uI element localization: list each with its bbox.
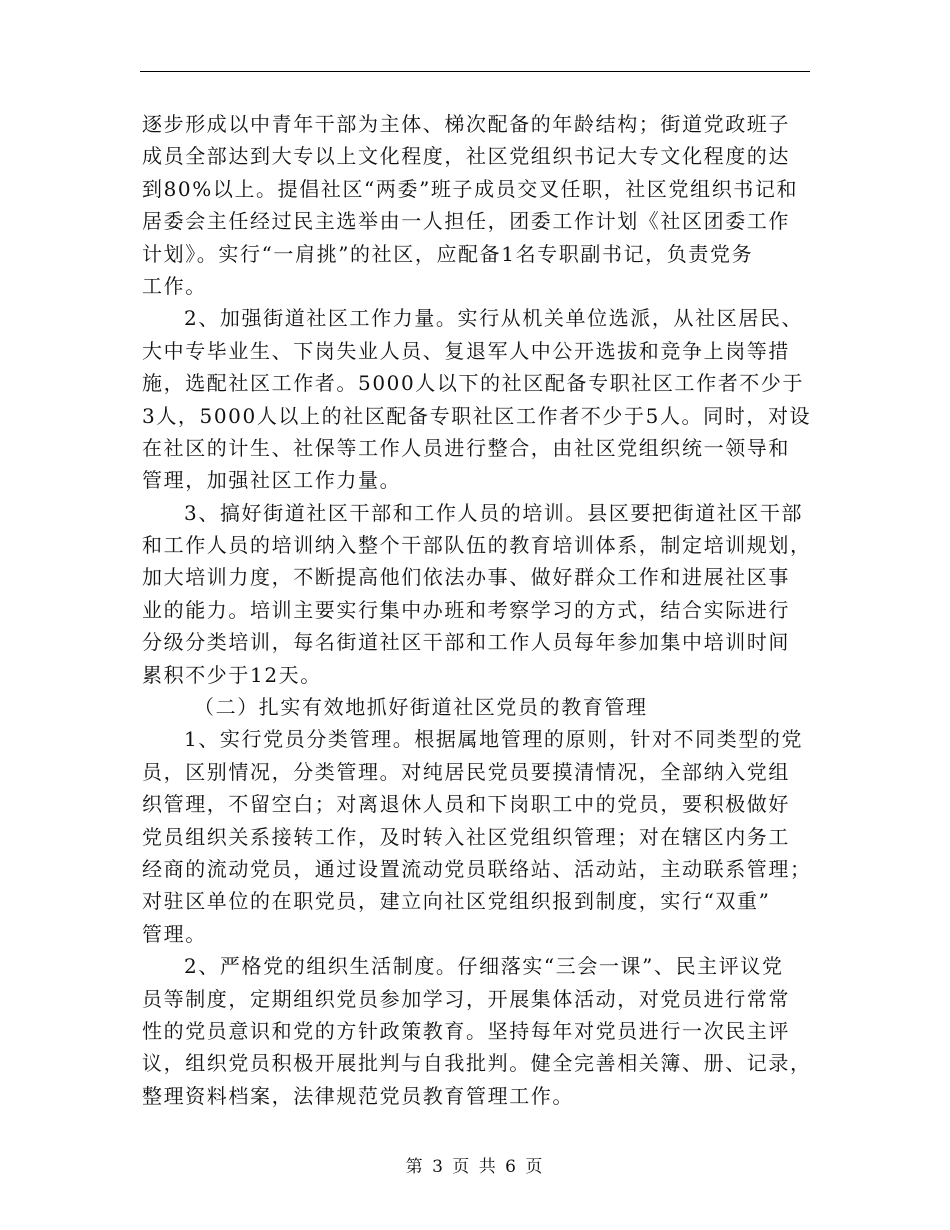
- text-line: 经商的流动党员，通过设置流动党员联络站、活动站，主动联系管理；: [142, 856, 812, 881]
- document-body: [142, 108, 812, 1112]
- text-line: 逐步形成以中青年干部为主体、梯次配备的年龄结构；街道党政班子: [142, 112, 790, 136]
- text-line: 2、加强街道社区工作力量。实行从机关单位选派，从社区居民、: [184, 306, 804, 331]
- text-line: 工作。: [142, 273, 207, 298]
- text-line: 织管理，不留空白；对离退休人员和下岗职工中的党员，要积极做好: [142, 792, 790, 817]
- header-rule: [140, 71, 810, 72]
- text-line: 业的能力。培训主要实行集中办班和考察学习的方式，结合实际进行: [142, 597, 790, 622]
- text-line: 整理资料档案，法律规范党员教育管理工作。: [142, 1083, 574, 1108]
- text-line: 管理，加强社区工作力量。: [142, 468, 402, 493]
- text-line: 大中专毕业生、下岗失业人员、复退军人中公开选拔和竞争上岗等措: [142, 338, 790, 363]
- text-line: 和工作人员的培训纳入整个干部队伍的教育培训体系，制定培训规划，: [142, 533, 812, 558]
- text-line: 居委会主任经过民主选举由一人担任，团委工作计划《社区团委工作: [142, 209, 790, 234]
- text-line: 员，区别情况，分类管理。对纯居民党员要摸清情况，全部纳入党组: [142, 759, 790, 784]
- section-heading: （二）扎实有效地抓好街道社区党员的教育管理: [194, 695, 648, 720]
- text-line: 成员全部达到大专以上文化程度，社区党组织书记大专文化程度的达: [142, 144, 790, 169]
- text-line: 在社区的计生、社保等工作人员进行整合，由社区党组织统一领导和: [142, 435, 790, 460]
- text-line: 1、实行党员分类管理。根据属地管理的原则，针对不同类型的党: [184, 727, 804, 752]
- text-line: 议，组织党员积极开展批判与自我批判。健全完善相关簿、册、记录，: [142, 1051, 812, 1076]
- text-line: 加大培训力度，不断提高他们依法办事、做好群众工作和进展社区事: [142, 565, 790, 590]
- text-line: 分级分类培训，每名街道社区干部和工作人员每年参加集中培训时间: [142, 630, 790, 655]
- text-line: 性的党员意识和党的方针政策教育。坚持每年对党员进行一次民主评: [142, 1018, 790, 1043]
- text-line: 到80%以上。提倡社区“两委”班子成员交叉任职，社区党组织书记和: [142, 176, 799, 201]
- text-line: 3人，5000人以上的社区配备专职社区工作者不少于5人。同时，对设: [142, 403, 812, 428]
- text-line: 累积不少于12天。: [142, 662, 322, 687]
- text-line: 对驻区单位的在职党员，建立向社区党组织报到制度，实行“双重”: [142, 889, 771, 914]
- text-line: 管理。: [142, 921, 207, 946]
- text-line: 员等制度，定期组织党员参加学习，开展集体活动，对党员进行常常: [142, 986, 790, 1011]
- text-line: 党员组织关系接转工作，及时转入社区党组织管理；对在辖区内务工: [142, 824, 790, 849]
- text-line: 施，选配社区工作者。5000人以下的社区配备专职社区工作者不少于: [142, 371, 805, 396]
- text-line: 3、搞好街道社区干部和工作人员的培训。县区要把街道社区干部: [184, 500, 804, 525]
- page-number: 第 3 页 共 6 页: [405, 1157, 545, 1177]
- text-line: 2、严格党的组织生活制度。仔细落实“三会一课”、民主评议党: [184, 954, 784, 979]
- text-line: 计划》。实行“一肩挑”的社区，应配备1名专职副书记，负责党务: [142, 241, 754, 266]
